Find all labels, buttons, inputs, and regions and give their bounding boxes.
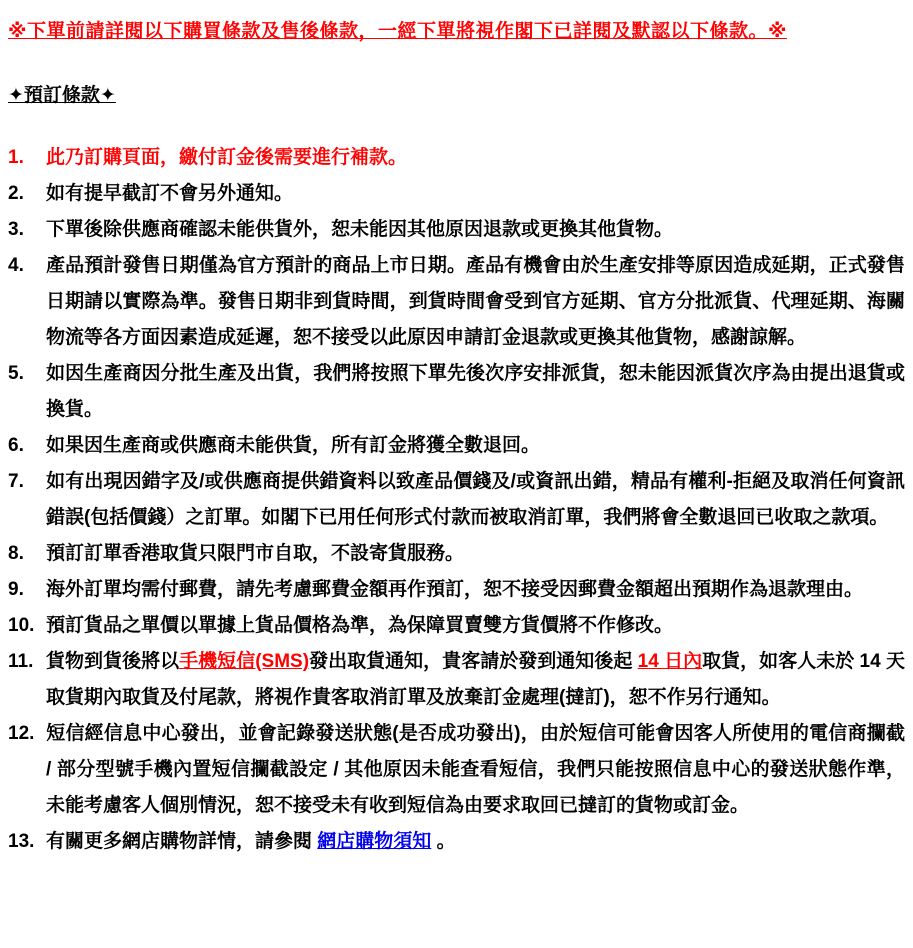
term-text: 此乃訂購頁面，繳付訂金後需要進行補款。 xyxy=(46,147,408,168)
term-item-13 xyxy=(8,824,905,860)
term-number: 10. xyxy=(8,615,35,636)
term-text: 如有出現因錯字及/或供應商提供錯資料以致產品價錢及/或資訊出錯，精品有權利-拒絕及取消任何資訊錯誤(包括價錢）之訂單。如閣下已用任何形式付款而被取消訂單，我們將會全數退回已收取之款項。 xyxy=(46,471,905,528)
term-text-segment: 發出取貨通知，貴客請於發到通知後起 xyxy=(309,651,638,672)
term-item-3 xyxy=(8,212,905,248)
term-text: 如有提早截訂不會另外通知。 xyxy=(46,183,294,204)
term-text: 如因生產商因分批生產及出貨，我們將按照下單先後次序安排派貨，恕未能因派貨次序為由提出退貨或換貨。 xyxy=(46,363,905,420)
term-item-2 xyxy=(8,176,905,212)
term-item-9 xyxy=(8,572,905,608)
term-item-11 xyxy=(8,644,905,716)
term-text: 下單後除供應商確認未能供貨外，恕未能因其他原因退款或更換其他貨物。 xyxy=(46,219,674,240)
term-number: 1. xyxy=(8,147,24,168)
term-text: 預訂訂單香港取貨只限門市自取，不設寄貨服務。 xyxy=(46,543,465,564)
term-text-segment: 。 xyxy=(431,831,456,852)
term-item-7 xyxy=(8,464,905,536)
term-text: 預訂貨品之單價以單據上貨品價格為準，為保障買賣雙方貨價將不作修改。 xyxy=(46,615,674,636)
term-item-6 xyxy=(8,428,905,464)
term-number: 8. xyxy=(8,543,24,564)
term-number: 11. xyxy=(8,651,34,672)
term-item-12 xyxy=(8,716,905,824)
section-heading-preorder-terms: ✦預訂條款✦ xyxy=(8,85,116,106)
term-number: 5. xyxy=(8,363,24,384)
term-text: 短信經信息中心發出，並會記錄發送狀態(是否成功發出)，由於短信可能會因客人所使用的電信商攔截 / 部分型號手機內置短信攔截設定 / 其他原因未能查看短信，我們只能按照信息中心的發送狀態作準，未能考慮客人個別情況，恕不接受未有收到短信為由要求取回已撻訂的貨物或訂金。 xyxy=(46,723,905,816)
sms-notice-highlight: 手機短信(SMS) xyxy=(179,651,310,672)
term-number: 6. xyxy=(8,435,24,456)
pickup-deadline-highlight: 14 日內 xyxy=(637,651,703,672)
term-item-10 xyxy=(8,608,905,644)
term-text-segment: 貨物到貨後將以 xyxy=(46,651,180,672)
store-shopping-notice-link[interactable]: 網店購物須知 xyxy=(317,831,432,852)
term-text: 如果因生產商或供應商未能供貨，所有訂金將獲全數退回。 xyxy=(46,435,541,456)
term-text: 海外訂單均需付郵費，請先考慮郵費金額再作預訂，恕不接受因郵費金額超出預期作為退款理由。 xyxy=(46,579,864,600)
term-item-5 xyxy=(8,356,905,428)
terms-list xyxy=(8,140,905,860)
term-text: 產品預計發售日期僅為官方預計的商品上市日期。產品有機會由於生產安排等原因造成延期，正式發售日期請以實際為準。發售日期非到貨時間，到貨時間會受到官方延期、官方分批派貨、代理延期、海關物流等各方面因素造成延遲，恕不接受以此原因申請訂金退款或更換其他貨物，感謝諒解。 xyxy=(46,255,905,348)
term-number: 3. xyxy=(8,219,24,240)
page-title: ※下單前請詳閱以下購買條款及售後條款，一經下單將視作閣下已詳閱及默認以下條款。※ xyxy=(8,21,787,42)
term-item-1 xyxy=(8,140,905,176)
term-item-8 xyxy=(8,536,905,572)
term-text-segment: 取貨，如客人未於 14 天取貨期內取貨及付尾款，將視作貴客取消訂單及放棄訂金處理(撻訂)，恕不作另行通知。 xyxy=(46,651,905,708)
term-number: 2. xyxy=(8,183,24,204)
term-number: 9. xyxy=(8,579,24,600)
term-number: 7. xyxy=(8,471,24,492)
term-number: 13. xyxy=(8,831,35,852)
term-text-segment: 有關更多網店購物詳情，請參閱 xyxy=(46,831,318,852)
term-number: 4. xyxy=(8,255,24,276)
term-item-4 xyxy=(8,248,905,356)
term-number: 12. xyxy=(8,723,35,744)
